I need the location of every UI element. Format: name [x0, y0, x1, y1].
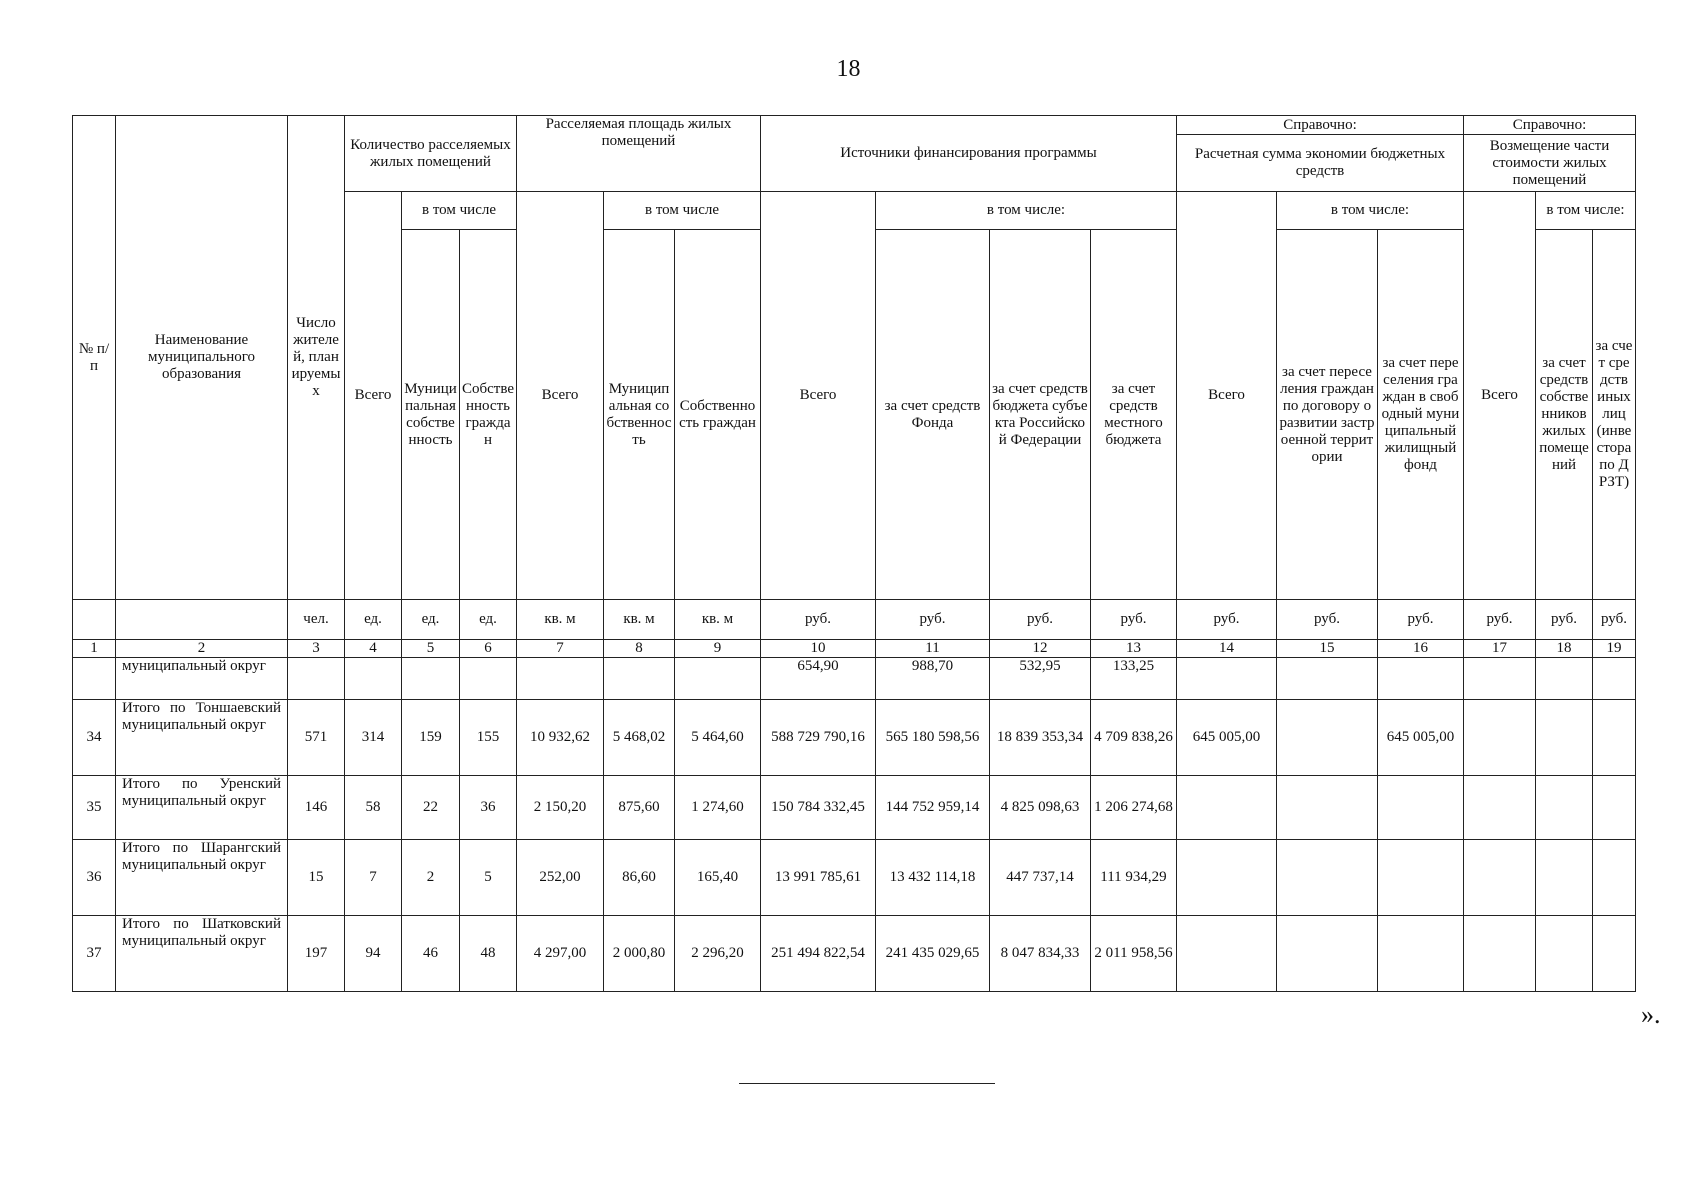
- cell-finance-local: 2 011 958,56: [1091, 916, 1177, 992]
- cell-area-municipal: [604, 658, 675, 700]
- cell-savings-free-fund: 645 005,00: [1378, 700, 1464, 776]
- header-area-citizens: Собственность граждан: [675, 230, 761, 600]
- header-comp-owners: за счет средств собственников жилых помещений: [1536, 230, 1593, 600]
- header-fund: за счет средств Фонда: [876, 230, 990, 600]
- header-comp-others: за счет средств иных лиц (инвестора по ДРЗТ): [1593, 230, 1636, 600]
- cell-savings-free-fund: [1378, 658, 1464, 700]
- cell-finance-total: 654,90: [761, 658, 876, 700]
- cell-finance-fund: 565 180 598,56: [876, 700, 990, 776]
- cell-num: 37: [73, 916, 116, 992]
- cell-residents: 146: [288, 776, 345, 840]
- unit-cell: кв. м: [604, 600, 675, 640]
- unit-cell: [73, 600, 116, 640]
- cell-num: 35: [73, 776, 116, 840]
- header-municipal-property: Муниципальная собственность: [402, 230, 460, 600]
- cell-savings-total: [1177, 840, 1277, 916]
- unit-cell: руб.: [761, 600, 876, 640]
- cell-comp-total: [1464, 916, 1536, 992]
- cell-finance-subject: 18 839 353,34: [990, 700, 1091, 776]
- cell-comp-total: [1464, 658, 1536, 700]
- column-number: 17: [1464, 640, 1536, 658]
- cell-finance-subject: 8 047 834,33: [990, 916, 1091, 992]
- bottom-rule: [739, 1083, 995, 1084]
- cell-premises-citizens: 48: [460, 916, 517, 992]
- unit-cell: чел.: [288, 600, 345, 640]
- cell-comp-total: [1464, 840, 1536, 916]
- cell-num: [73, 658, 116, 700]
- column-number: 15: [1277, 640, 1378, 658]
- cell-finance-fund: 144 752 959,14: [876, 776, 990, 840]
- header-premises-including: в том числе: [402, 192, 517, 230]
- resettlement-table: [72, 115, 1636, 992]
- cell-finance-total: 588 729 790,16: [761, 700, 876, 776]
- cell-residents: 15: [288, 840, 345, 916]
- cell-finance-total: 150 784 332,45: [761, 776, 876, 840]
- column-number: 12: [990, 640, 1091, 658]
- cell-area-municipal: 86,60: [604, 840, 675, 916]
- header-savings-free-fund: за счет переселения граждан в свободный муниципальный жилищный фонд: [1378, 230, 1464, 600]
- cell-finance-fund: 13 432 114,18: [876, 840, 990, 916]
- cell-comp-others: [1593, 658, 1636, 700]
- cell-comp-owners: [1536, 916, 1593, 992]
- unit-cell: руб.: [1593, 600, 1636, 640]
- header-area-including: в том числе: [604, 192, 761, 230]
- cell-savings-territory: [1277, 840, 1378, 916]
- column-number: 5: [402, 640, 460, 658]
- cell-premises-citizens: 5: [460, 840, 517, 916]
- cell-finance-subject: 447 737,14: [990, 840, 1091, 916]
- cell-savings-territory: [1277, 916, 1378, 992]
- cell-name: муниципальный округ: [116, 658, 288, 700]
- cell-area-total: [517, 658, 604, 700]
- column-number: 13: [1091, 640, 1177, 658]
- header-reference-2: Справочно:: [1464, 116, 1636, 135]
- cell-comp-others: [1593, 700, 1636, 776]
- cell-comp-owners: [1536, 700, 1593, 776]
- column-number: 1: [73, 640, 116, 658]
- cell-name: Итого по Тоншаевский муниципальный округ: [116, 700, 288, 776]
- header-citizens-property: Собственность граждан: [460, 230, 517, 600]
- cell-comp-total: [1464, 700, 1536, 776]
- cell-finance-local: 133,25: [1091, 658, 1177, 700]
- cell-savings-total: [1177, 916, 1277, 992]
- unit-cell: руб.: [990, 600, 1091, 640]
- cell-premises-total: [345, 658, 402, 700]
- cell-premises-citizens: 155: [460, 700, 517, 776]
- cell-premises-municipal: 22: [402, 776, 460, 840]
- cell-area-citizens: 2 296,20: [675, 916, 761, 992]
- cell-savings-total: [1177, 658, 1277, 700]
- header-premises-group: Количество расселяемых жилых помещений: [345, 116, 517, 192]
- column-number: 4: [345, 640, 402, 658]
- header-residents: Число жителей, планируемых: [288, 116, 345, 600]
- column-number: 18: [1536, 640, 1593, 658]
- cell-residents: 197: [288, 916, 345, 992]
- header-premises-total: Всего: [345, 192, 402, 600]
- cell-area-total: 4 297,00: [517, 916, 604, 992]
- column-number: 2: [116, 640, 288, 658]
- cell-finance-fund: 241 435 029,65: [876, 916, 990, 992]
- header-compensation-total: Всего: [1464, 192, 1536, 600]
- unit-cell: руб.: [1277, 600, 1378, 640]
- unit-cell: руб.: [1378, 600, 1464, 640]
- header-reference-1: Справочно:: [1177, 116, 1464, 135]
- cell-comp-others: [1593, 840, 1636, 916]
- cell-savings-free-fund: [1378, 840, 1464, 916]
- cell-finance-subject: 532,95: [990, 658, 1091, 700]
- unit-cell: кв. м: [517, 600, 604, 640]
- cell-comp-others: [1593, 916, 1636, 992]
- cell-premises-total: 94: [345, 916, 402, 992]
- unit-cell: руб.: [1177, 600, 1277, 640]
- cell-residents: [288, 658, 345, 700]
- header-savings-territory: за счет переселения граждан по договору о развитии застроенной территории: [1277, 230, 1378, 600]
- cell-savings-territory: [1277, 658, 1378, 700]
- cell-finance-subject: 4 825 098,63: [990, 776, 1091, 840]
- cell-area-citizens: [675, 658, 761, 700]
- cell-savings-total: [1177, 776, 1277, 840]
- unit-cell: кв. м: [675, 600, 761, 640]
- cell-num: 34: [73, 700, 116, 776]
- column-number: 7: [517, 640, 604, 658]
- column-number: 16: [1378, 640, 1464, 658]
- header-finance-total: Всего: [761, 192, 876, 600]
- header-savings-including: в том числе:: [1277, 192, 1464, 230]
- unit-cell: [116, 600, 288, 640]
- cell-comp-total: [1464, 776, 1536, 840]
- header-local-budget: за счет средств местного бюджета: [1091, 230, 1177, 600]
- header-compensation-group: Возмещение части стоимости жилых помещений: [1464, 135, 1636, 192]
- cell-premises-municipal: 159: [402, 700, 460, 776]
- table-row: [73, 916, 1636, 992]
- header-finance-group: Источники финансирования программы: [761, 116, 1177, 192]
- cell-finance-local: 4 709 838,26: [1091, 700, 1177, 776]
- unit-cell: ед.: [345, 600, 402, 640]
- cell-finance-total: 251 494 822,54: [761, 916, 876, 992]
- cell-comp-owners: [1536, 658, 1593, 700]
- header-savings-group: Расчетная сумма экономии бюджетных средств: [1177, 135, 1464, 192]
- cell-comp-owners: [1536, 840, 1593, 916]
- header-compensation-including: в том числе:: [1536, 192, 1636, 230]
- cell-area-citizens: 1 274,60: [675, 776, 761, 840]
- unit-cell: руб.: [1091, 600, 1177, 640]
- cell-num: 36: [73, 840, 116, 916]
- cell-area-municipal: 875,60: [604, 776, 675, 840]
- cell-finance-total: 13 991 785,61: [761, 840, 876, 916]
- cell-area-total: 2 150,20: [517, 776, 604, 840]
- cell-area-municipal: 2 000,80: [604, 916, 675, 992]
- cell-premises-total: 58: [345, 776, 402, 840]
- cell-premises-citizens: 36: [460, 776, 517, 840]
- cell-savings-territory: [1277, 776, 1378, 840]
- cell-residents: 571: [288, 700, 345, 776]
- header-num: № п/п: [73, 116, 116, 600]
- cell-premises-municipal: 46: [402, 916, 460, 992]
- unit-cell: ед.: [402, 600, 460, 640]
- column-number: 3: [288, 640, 345, 658]
- header-subject-budget: за счет средств бюджета субъекта Российской Федерации: [990, 230, 1091, 600]
- header-name: Наименование муниципального образования: [116, 116, 288, 600]
- unit-cell: руб.: [1464, 600, 1536, 640]
- header-area-municipal: Муниципальная собственность: [604, 230, 675, 600]
- page-number: 18: [836, 56, 861, 82]
- column-number: 19: [1593, 640, 1636, 658]
- cell-savings-free-fund: [1378, 916, 1464, 992]
- table-row: [73, 840, 1636, 916]
- cell-savings-total: 645 005,00: [1177, 700, 1277, 776]
- cell-area-citizens: 5 464,60: [675, 700, 761, 776]
- unit-cell: руб.: [876, 600, 990, 640]
- cell-name: Итого по Уренский муниципальный округ: [116, 776, 288, 840]
- header-savings-total: Всего: [1177, 192, 1277, 600]
- cell-premises-citizens: [460, 658, 517, 700]
- cell-savings-territory: [1277, 700, 1378, 776]
- closing-quote: ».: [1641, 1000, 1661, 1029]
- header-area-total: Всего: [517, 192, 604, 600]
- cell-area-citizens: 165,40: [675, 840, 761, 916]
- cell-finance-fund: 988,70: [876, 658, 990, 700]
- cell-comp-others: [1593, 776, 1636, 840]
- column-number: 6: [460, 640, 517, 658]
- cell-area-total: 252,00: [517, 840, 604, 916]
- cell-name: Итого по Шарангский муниципальный округ: [116, 840, 288, 916]
- column-number: 8: [604, 640, 675, 658]
- cell-name: Итого по Шатковский муниципальный округ: [116, 916, 288, 992]
- cell-area-total: 10 932,62: [517, 700, 604, 776]
- table-row: [73, 700, 1636, 776]
- cell-premises-total: 314: [345, 700, 402, 776]
- cell-premises-municipal: [402, 658, 460, 700]
- cell-area-municipal: 5 468,02: [604, 700, 675, 776]
- header-area-group: Расселяемая площадь жилых помещений: [517, 116, 761, 192]
- cell-finance-local: 111 934,29: [1091, 840, 1177, 916]
- table-row: [73, 776, 1636, 840]
- unit-cell: руб.: [1536, 600, 1593, 640]
- column-numbers-row: [73, 640, 1636, 658]
- unit-cell: ед.: [460, 600, 517, 640]
- column-number: 11: [876, 640, 990, 658]
- cell-comp-owners: [1536, 776, 1593, 840]
- cell-premises-total: 7: [345, 840, 402, 916]
- cell-savings-free-fund: [1378, 776, 1464, 840]
- cell-premises-municipal: 2: [402, 840, 460, 916]
- cell-finance-local: 1 206 274,68: [1091, 776, 1177, 840]
- header-finance-including: в том числе:: [876, 192, 1177, 230]
- column-number: 14: [1177, 640, 1277, 658]
- column-number: 10: [761, 640, 876, 658]
- column-number: 9: [675, 640, 761, 658]
- table-row: [73, 658, 1636, 700]
